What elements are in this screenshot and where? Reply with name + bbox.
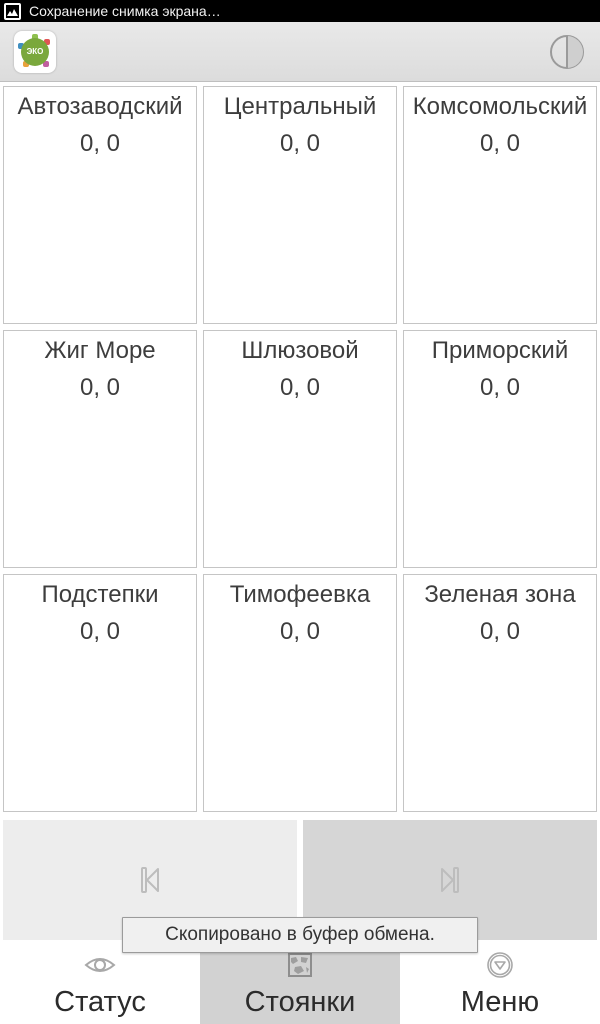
tab-status[interactable] <box>0 944 200 1024</box>
skip-forward-icon <box>435 865 465 895</box>
zone-value: 0, 0 <box>79 130 121 157</box>
zone-card-shlyuzovoy[interactable] <box>203 330 397 568</box>
zone-card-komsomolsky[interactable] <box>403 86 597 324</box>
tab-parkings-label: Стоянки <box>244 986 356 1018</box>
map-icon <box>287 950 313 980</box>
zone-title: Шлюзовой <box>241 337 359 364</box>
zone-value: 0, 0 <box>79 374 121 401</box>
tab-parkings[interactable] <box>200 944 400 1024</box>
contrast-icon[interactable] <box>548 33 586 71</box>
zone-title: Тимофеевка <box>229 581 371 608</box>
zone-card-primorsky[interactable] <box>403 330 597 568</box>
toast-message: Скопировано в буфер обмена. <box>165 924 435 945</box>
zone-value: 0, 0 <box>479 618 521 645</box>
zone-value: 0, 0 <box>279 618 321 645</box>
zone-value: 0, 0 <box>479 130 521 157</box>
zone-card-avtozavodsky[interactable] <box>3 86 197 324</box>
zone-value: 0, 0 <box>479 374 521 401</box>
tab-menu[interactable] <box>400 944 600 1024</box>
eye-icon <box>83 950 117 980</box>
zone-card-timofeevka[interactable] <box>203 574 397 812</box>
zone-title: Центральный <box>223 93 377 120</box>
zone-title: Автозаводский <box>17 93 183 120</box>
zone-value: 0, 0 <box>279 130 321 157</box>
zone-card-podstepki[interactable] <box>3 574 197 812</box>
zone-card-zelenaya-zona[interactable] <box>403 574 597 812</box>
zone-value: 0, 0 <box>79 618 121 645</box>
toast-notification <box>122 917 478 953</box>
zone-title: Приморский <box>431 337 569 364</box>
tab-menu-label: Меню <box>460 986 540 1018</box>
zone-title: Подстепки <box>41 581 159 608</box>
status-bar <box>0 0 600 22</box>
menu-circle-icon <box>486 950 514 980</box>
zone-title: Зеленая зона <box>424 581 576 608</box>
zone-title: Комсомольский <box>412 93 588 120</box>
zone-card-zhig-more[interactable] <box>3 330 197 568</box>
zones-grid <box>3 86 597 812</box>
app-logo-text: ЭКО <box>21 38 49 66</box>
status-notification-text: Сохранение снимка экрана… <box>29 3 221 19</box>
tab-status-label: Статус <box>54 986 146 1018</box>
zone-value: 0, 0 <box>279 374 321 401</box>
bottom-tab-bar <box>0 944 600 1024</box>
header-bar <box>0 22 600 82</box>
zone-card-tsentralny[interactable] <box>203 86 397 324</box>
zone-title: Жиг Море <box>44 337 156 364</box>
screenshot-saved-icon <box>4 3 21 20</box>
eco-app-icon[interactable] <box>14 31 56 73</box>
skip-back-icon <box>135 865 165 895</box>
